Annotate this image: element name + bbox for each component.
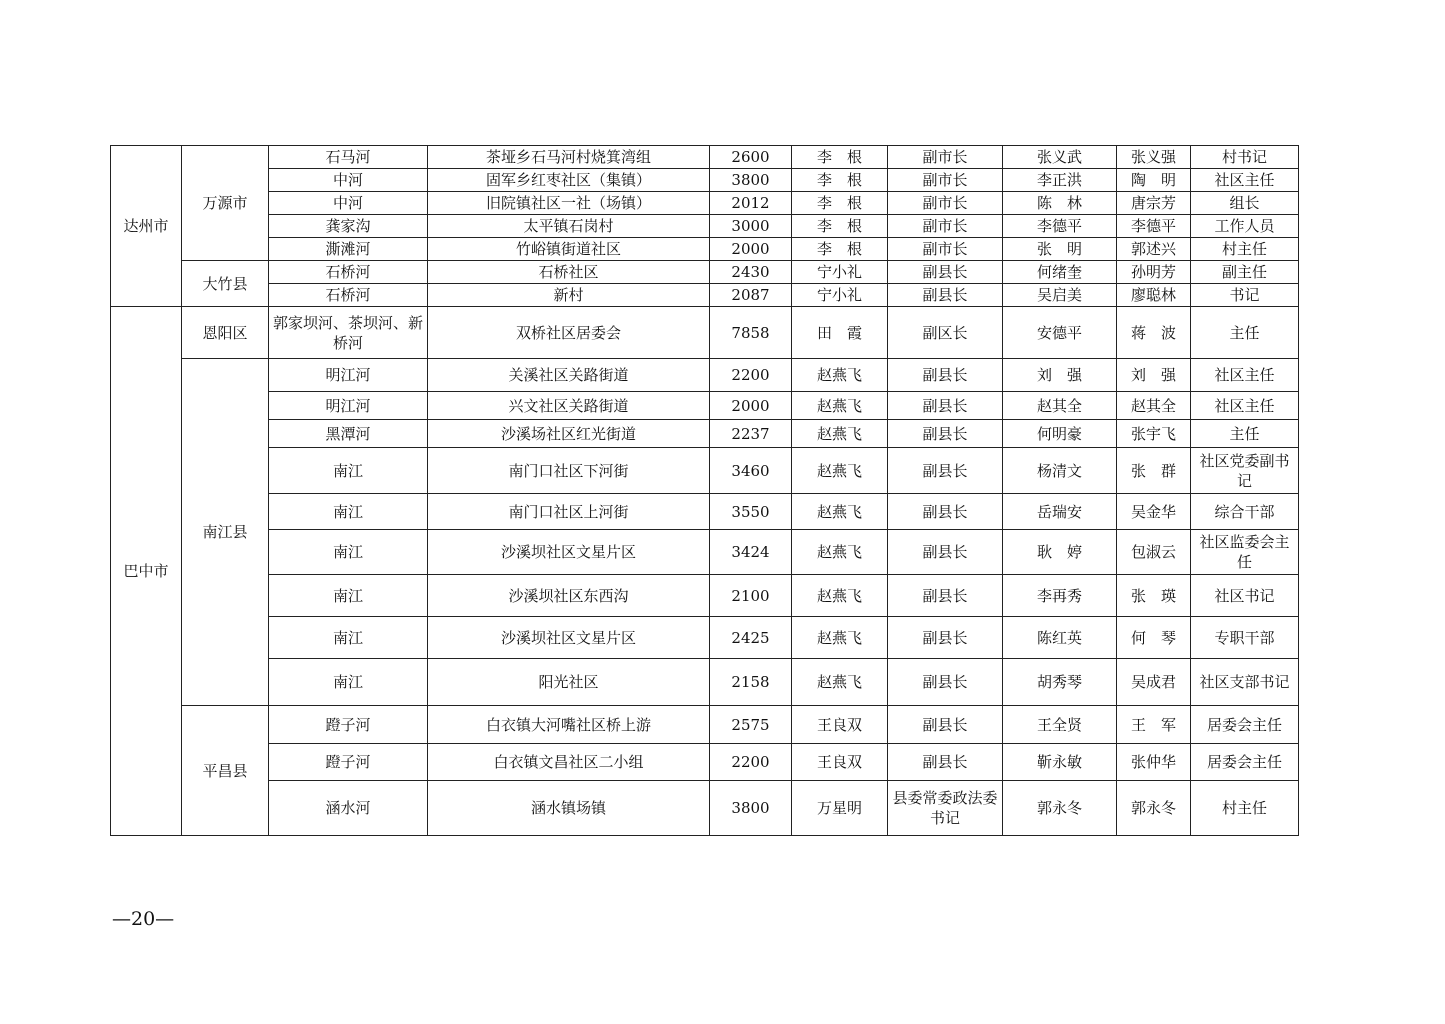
contact-cell: 李再秀 <box>1003 575 1117 617</box>
duty-title-cell: 社区书记 <box>1191 575 1299 617</box>
leader-cell: 李 根 <box>792 192 888 215</box>
duty-title-cell: 居委会主任 <box>1191 744 1299 781</box>
duty-title-cell: 社区支部书记 <box>1191 659 1299 706</box>
location-cell: 新村 <box>428 284 710 307</box>
population-cell: 3800 <box>710 781 792 836</box>
leader-title-cell: 副县长 <box>888 261 1003 284</box>
duty-person-cell: 孙明芳 <box>1117 261 1191 284</box>
table-row <box>111 284 1299 307</box>
contact-cell: 何绪奎 <box>1003 261 1117 284</box>
population-cell: 2200 <box>710 359 792 392</box>
contact-cell: 陈红英 <box>1003 617 1117 659</box>
duty-title-cell: 社区监委会主任 <box>1191 530 1299 575</box>
river-cell: 南江 <box>269 575 428 617</box>
duty-person-cell: 唐宗芳 <box>1117 192 1191 215</box>
leader-cell: 李 根 <box>792 215 888 238</box>
table-row <box>111 169 1299 192</box>
contact-cell: 张义武 <box>1003 146 1117 169</box>
duty-person-cell: 陶 明 <box>1117 169 1191 192</box>
table-row <box>111 494 1299 530</box>
river-cell: 石桥河 <box>269 261 428 284</box>
duty-person-cell: 包淑云 <box>1117 530 1191 575</box>
contact-cell: 杨清文 <box>1003 448 1117 494</box>
table-row <box>111 575 1299 617</box>
population-cell: 2430 <box>710 261 792 284</box>
river-cell: 蹬子河 <box>269 706 428 744</box>
table-row <box>111 261 1299 284</box>
population-cell: 2000 <box>710 238 792 261</box>
location-cell: 南门口社区上河街 <box>428 494 710 530</box>
river-cell: 南江 <box>269 617 428 659</box>
leader-title-cell: 副市长 <box>888 169 1003 192</box>
location-cell: 南门口社区下河街 <box>428 448 710 494</box>
population-cell: 2237 <box>710 420 792 448</box>
leader-cell: 赵燕飞 <box>792 420 888 448</box>
river-cell: 澌滩河 <box>269 238 428 261</box>
population-cell: 7858 <box>710 307 792 359</box>
river-cell: 南江 <box>269 659 428 706</box>
leader-title-cell: 副县长 <box>888 359 1003 392</box>
location-cell: 双桥社区居委会 <box>428 307 710 359</box>
population-cell: 2200 <box>710 744 792 781</box>
table-row <box>111 215 1299 238</box>
leader-title-cell: 副市长 <box>888 238 1003 261</box>
county-cell: 南江县 <box>182 359 269 706</box>
duty-title-cell: 居委会主任 <box>1191 706 1299 744</box>
river-cell: 南江 <box>269 494 428 530</box>
duty-title-cell: 村主任 <box>1191 238 1299 261</box>
leader-cell: 王良双 <box>792 744 888 781</box>
page-number: —20— <box>112 908 175 930</box>
leader-cell: 李 根 <box>792 238 888 261</box>
river-cell: 黑潭河 <box>269 420 428 448</box>
duty-title-cell: 社区主任 <box>1191 392 1299 420</box>
location-cell: 沙溪坝社区文星片区 <box>428 617 710 659</box>
population-cell: 2600 <box>710 146 792 169</box>
duty-person-cell: 赵其全 <box>1117 392 1191 420</box>
duty-person-cell: 郭述兴 <box>1117 238 1191 261</box>
contact-cell: 岳瑞安 <box>1003 494 1117 530</box>
county-cell: 恩阳区 <box>182 307 269 359</box>
leader-title-cell: 副县长 <box>888 448 1003 494</box>
leader-title-cell: 副县长 <box>888 617 1003 659</box>
table-row <box>111 744 1299 781</box>
river-cell: 中河 <box>269 169 428 192</box>
contact-cell: 赵其全 <box>1003 392 1117 420</box>
population-cell: 2012 <box>710 192 792 215</box>
county-cell: 万源市 <box>182 146 269 261</box>
leader-cell: 赵燕飞 <box>792 494 888 530</box>
duty-person-cell: 张仲华 <box>1117 744 1191 781</box>
duty-person-cell: 张义强 <box>1117 146 1191 169</box>
city-cell: 巴中市 <box>111 307 182 836</box>
population-cell: 3000 <box>710 215 792 238</box>
location-cell: 涵水镇场镇 <box>428 781 710 836</box>
duty-title-cell: 社区主任 <box>1191 169 1299 192</box>
population-cell: 2425 <box>710 617 792 659</box>
river-cell: 石桥河 <box>269 284 428 307</box>
contact-cell: 李正洪 <box>1003 169 1117 192</box>
population-cell: 3550 <box>710 494 792 530</box>
duty-title-cell: 村主任 <box>1191 781 1299 836</box>
table-row <box>111 706 1299 744</box>
population-cell: 2100 <box>710 575 792 617</box>
leader-title-cell: 副县长 <box>888 392 1003 420</box>
location-cell: 石桥社区 <box>428 261 710 284</box>
river-cell: 郭家坝河、茶坝河、新桥河 <box>269 307 428 359</box>
leader-cell: 赵燕飞 <box>792 575 888 617</box>
leader-title-cell: 副县长 <box>888 706 1003 744</box>
location-cell: 阳光社区 <box>428 659 710 706</box>
location-cell: 兴文社区关路街道 <box>428 392 710 420</box>
location-cell: 旧院镇社区一社（场镇） <box>428 192 710 215</box>
duty-person-cell: 张宇飞 <box>1117 420 1191 448</box>
leader-title-cell: 副县长 <box>888 530 1003 575</box>
table-row <box>111 238 1299 261</box>
table-row <box>111 530 1299 575</box>
city-cell: 达州市 <box>111 146 182 307</box>
location-cell: 白衣镇文昌社区二小组 <box>428 744 710 781</box>
contact-cell: 张 明 <box>1003 238 1117 261</box>
leader-cell: 赵燕飞 <box>792 659 888 706</box>
duty-title-cell: 组长 <box>1191 192 1299 215</box>
duty-person-cell: 王 军 <box>1117 706 1191 744</box>
contact-cell: 靳永敏 <box>1003 744 1117 781</box>
population-cell: 2087 <box>710 284 792 307</box>
table-row <box>111 192 1299 215</box>
duty-title-cell: 副主任 <box>1191 261 1299 284</box>
duty-title-cell: 社区党委副书记 <box>1191 448 1299 494</box>
leader-cell: 赵燕飞 <box>792 392 888 420</box>
river-cell: 南江 <box>269 448 428 494</box>
contact-cell: 何明豪 <box>1003 420 1117 448</box>
duty-title-cell: 村书记 <box>1191 146 1299 169</box>
river-cell: 蹬子河 <box>269 744 428 781</box>
contact-cell: 吴启美 <box>1003 284 1117 307</box>
duty-person-cell: 吴金华 <box>1117 494 1191 530</box>
location-cell: 沙溪场社区红光街道 <box>428 420 710 448</box>
river-cell: 涵水河 <box>269 781 428 836</box>
leader-cell: 王良双 <box>792 706 888 744</box>
river-duty-table <box>110 145 1299 836</box>
duty-person-cell: 蒋 波 <box>1117 307 1191 359</box>
leader-title-cell: 副区长 <box>888 307 1003 359</box>
table-row <box>111 617 1299 659</box>
location-cell: 固军乡红枣社区（集镇） <box>428 169 710 192</box>
river-cell: 明江河 <box>269 359 428 392</box>
leader-title-cell: 副市长 <box>888 215 1003 238</box>
county-cell: 大竹县 <box>182 261 269 307</box>
duty-title-cell: 社区主任 <box>1191 359 1299 392</box>
duty-person-cell: 张 群 <box>1117 448 1191 494</box>
contact-cell: 李德平 <box>1003 215 1117 238</box>
table-row <box>111 781 1299 836</box>
leader-cell: 万星明 <box>792 781 888 836</box>
table-row <box>111 146 1299 169</box>
duty-title-cell: 主任 <box>1191 420 1299 448</box>
duty-person-cell: 郭永冬 <box>1117 781 1191 836</box>
county-cell: 平昌县 <box>182 706 269 836</box>
leader-title-cell: 副市长 <box>888 192 1003 215</box>
leader-title-cell: 副县长 <box>888 744 1003 781</box>
table-row <box>111 659 1299 706</box>
leader-cell: 田 霞 <box>792 307 888 359</box>
leader-title-cell: 副县长 <box>888 575 1003 617</box>
contact-cell: 耿 婷 <box>1003 530 1117 575</box>
duty-person-cell: 何 琴 <box>1117 617 1191 659</box>
leader-cell: 赵燕飞 <box>792 617 888 659</box>
location-cell: 太平镇石岗村 <box>428 215 710 238</box>
contact-cell: 郭永冬 <box>1003 781 1117 836</box>
contact-cell: 安德平 <box>1003 307 1117 359</box>
leader-title-cell: 副市长 <box>888 146 1003 169</box>
leader-cell: 李 根 <box>792 146 888 169</box>
location-cell: 白衣镇大河嘴社区桥上游 <box>428 706 710 744</box>
table-row <box>111 307 1299 359</box>
leader-cell: 宁小礼 <box>792 284 888 307</box>
location-cell: 茶垭乡石马河村烧箕湾组 <box>428 146 710 169</box>
river-cell: 南江 <box>269 530 428 575</box>
location-cell: 沙溪坝社区东西沟 <box>428 575 710 617</box>
location-cell: 竹峪镇街道社区 <box>428 238 710 261</box>
population-cell: 2158 <box>710 659 792 706</box>
leader-cell: 李 根 <box>792 169 888 192</box>
population-cell: 3460 <box>710 448 792 494</box>
leader-cell: 赵燕飞 <box>792 359 888 392</box>
duty-title-cell: 书记 <box>1191 284 1299 307</box>
river-cell: 龚家沟 <box>269 215 428 238</box>
duty-title-cell: 综合干部 <box>1191 494 1299 530</box>
duty-title-cell: 工作人员 <box>1191 215 1299 238</box>
duty-person-cell: 张 瑛 <box>1117 575 1191 617</box>
river-cell: 明江河 <box>269 392 428 420</box>
location-cell: 沙溪坝社区文星片区 <box>428 530 710 575</box>
duty-person-cell: 廖聪林 <box>1117 284 1191 307</box>
duty-title-cell: 主任 <box>1191 307 1299 359</box>
table-row <box>111 420 1299 448</box>
leader-title-cell: 副县长 <box>888 284 1003 307</box>
duty-title-cell: 专职干部 <box>1191 617 1299 659</box>
duty-person-cell: 吴成君 <box>1117 659 1191 706</box>
contact-cell: 刘 强 <box>1003 359 1117 392</box>
leader-cell: 赵燕飞 <box>792 530 888 575</box>
river-cell: 中河 <box>269 192 428 215</box>
contact-cell: 王全贤 <box>1003 706 1117 744</box>
population-cell: 2575 <box>710 706 792 744</box>
contact-cell: 胡秀琴 <box>1003 659 1117 706</box>
leader-title-cell: 县委常委政法委书记 <box>888 781 1003 836</box>
location-cell: 关溪社区关路街道 <box>428 359 710 392</box>
leader-cell: 宁小礼 <box>792 261 888 284</box>
leader-title-cell: 副县长 <box>888 420 1003 448</box>
table-row <box>111 448 1299 494</box>
river-cell: 石马河 <box>269 146 428 169</box>
table-row <box>111 359 1299 392</box>
population-cell: 3424 <box>710 530 792 575</box>
leader-title-cell: 副县长 <box>888 494 1003 530</box>
leader-title-cell: 副县长 <box>888 659 1003 706</box>
duty-person-cell: 刘 强 <box>1117 359 1191 392</box>
table-row <box>111 392 1299 420</box>
population-cell: 3800 <box>710 169 792 192</box>
leader-cell: 赵燕飞 <box>792 448 888 494</box>
contact-cell: 陈 林 <box>1003 192 1117 215</box>
population-cell: 2000 <box>710 392 792 420</box>
duty-person-cell: 李德平 <box>1117 215 1191 238</box>
